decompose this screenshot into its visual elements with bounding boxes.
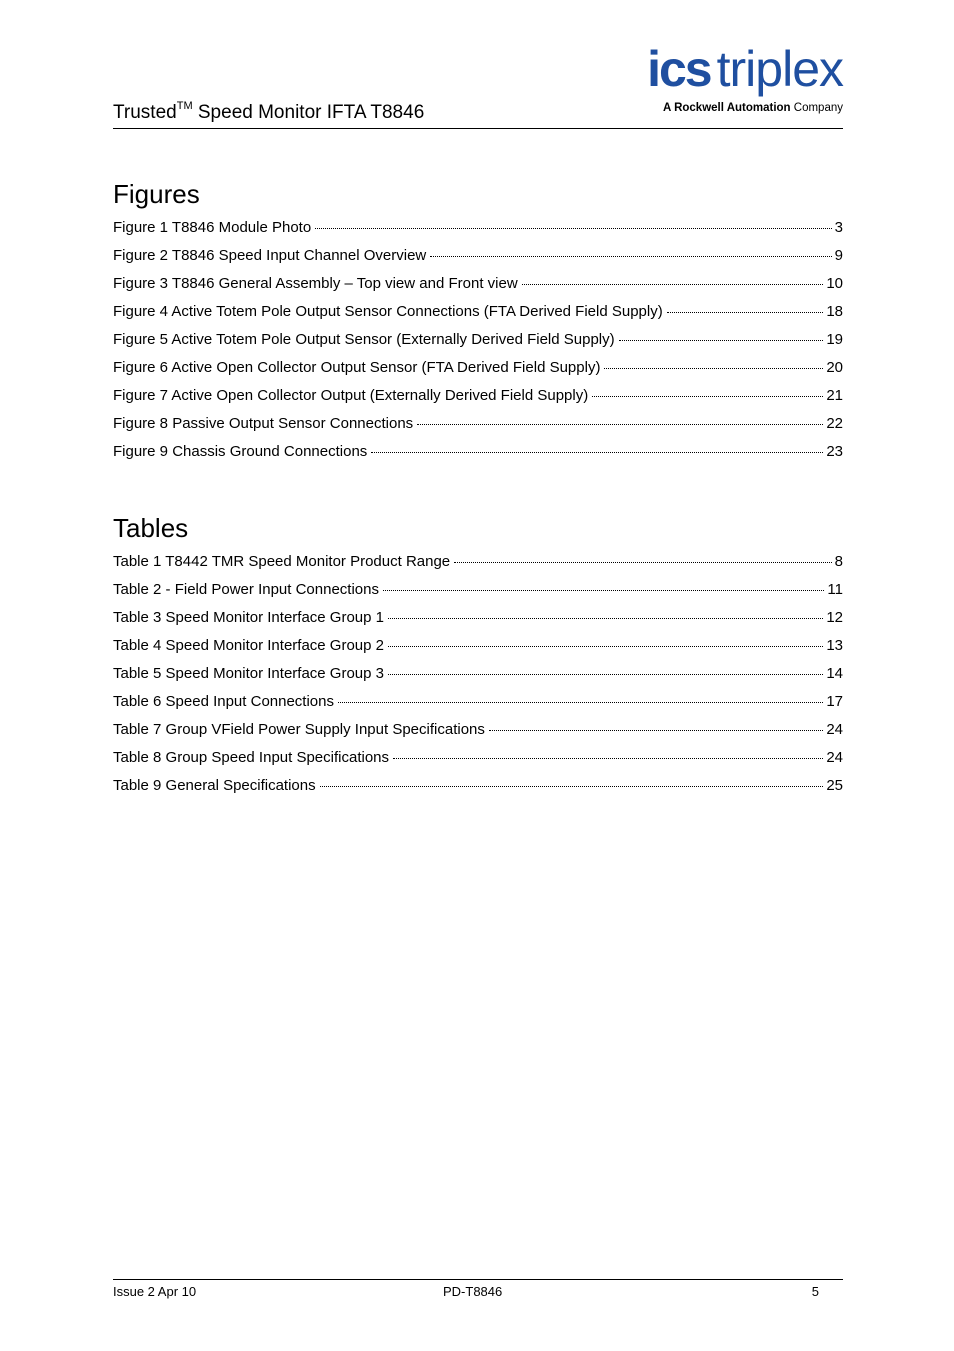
tables-section — [113, 513, 843, 805]
toc-entry[interactable] — [113, 609, 843, 637]
footer-doc-id: PD-T8846 — [443, 1284, 503, 1299]
trademark-superscript: TM — [176, 100, 193, 112]
toc-entry-page: 10 — [826, 275, 843, 292]
logo-sub-brand: Rockwell Automation — [674, 102, 791, 114]
toc-entry[interactable] — [113, 637, 843, 665]
figures-heading: Figures — [113, 179, 200, 209]
title-prefix: Trusted — [113, 102, 177, 123]
toc-entry[interactable] — [113, 387, 843, 415]
toc-dot-leader — [393, 758, 823, 759]
toc-entry[interactable] — [113, 553, 843, 581]
toc-entry-label: Figure 8 Passive Output Sensor Connections — [113, 415, 414, 432]
toc-entry[interactable] — [113, 415, 843, 443]
toc-entry[interactable] — [113, 693, 843, 721]
toc-entry-label: Table 4 Speed Monitor Interface Group 2 — [113, 637, 384, 654]
tables-heading: Tables — [113, 513, 189, 543]
toc-entry[interactable] — [113, 331, 843, 359]
ics-triplex-logo — [611, 42, 843, 115]
toc-dot-leader — [320, 786, 824, 787]
toc-entry-page: 25 — [826, 777, 843, 794]
toc-entry[interactable] — [113, 359, 843, 387]
toc-dot-leader — [338, 702, 823, 703]
toc-entry-label: Figure 5 Active Totem Pole Output Sensor (Externally Derived Field Supply) — [113, 331, 615, 348]
toc-entry-page: 8 — [834, 553, 843, 570]
toc-entry[interactable] — [113, 247, 843, 275]
toc-entry-label: Figure 4 Active Totem Pole Output Sensor Connections (FTA Derived Field Supply) — [113, 303, 663, 320]
toc-dot-leader — [388, 674, 823, 675]
title-suffix: Speed Monitor IFTA T8846 — [192, 102, 425, 123]
toc-dot-leader — [592, 396, 823, 397]
toc-entry-label: Table 6 Speed Input Connections — [113, 693, 334, 710]
logo-tagline — [611, 101, 843, 115]
toc-dot-leader — [489, 730, 823, 731]
logo-sub-a: A — [663, 102, 675, 114]
toc-entry[interactable] — [113, 443, 843, 471]
toc-entry-page: 23 — [826, 443, 843, 460]
toc-dot-leader — [388, 646, 823, 647]
toc-entry-page: 9 — [834, 247, 843, 264]
toc-entry[interactable] — [113, 219, 843, 247]
toc-entry-label: Table 7 Group VField Power Supply Input Specifications — [113, 721, 485, 738]
toc-entry-page: 12 — [826, 609, 843, 626]
footer-issue: Issue 2 Apr 10 — [113, 1284, 197, 1299]
toc-entry-page: 11 — [827, 581, 843, 598]
toc-entry-page: 3 — [834, 219, 843, 236]
toc-entry-label: Figure 9 Chassis Ground Connections — [113, 443, 368, 460]
document-title — [113, 102, 424, 124]
toc-dot-leader — [417, 424, 823, 425]
toc-entry-page: 14 — [826, 665, 843, 682]
toc-dot-leader — [454, 562, 832, 563]
page-footer — [113, 1279, 843, 1299]
toc-dot-leader — [667, 312, 824, 313]
page-header — [113, 40, 843, 129]
toc-entry[interactable] — [113, 665, 843, 693]
footer-page-number: 5 — [811, 1284, 819, 1299]
toc-entry-page: 18 — [826, 303, 843, 320]
toc-entry-label: Figure 1 T8846 Module Photo — [113, 219, 312, 236]
logo-triplex: triplex — [716, 41, 843, 97]
toc-entry[interactable] — [113, 721, 843, 749]
toc-entry-label: Figure 6 Active Open Collector Output Sensor (FTA Derived Field Supply) — [113, 359, 601, 376]
toc-entry[interactable] — [113, 303, 843, 331]
toc-entry[interactable] — [113, 275, 843, 303]
toc-entry-label: Figure 7 Active Open Collector Output (Externally Derived Field Supply) — [113, 387, 589, 404]
toc-entry-label: Table 3 Speed Monitor Interface Group 1 — [113, 609, 384, 626]
toc-dot-leader — [430, 256, 831, 257]
logo-wordmark — [611, 42, 843, 96]
toc-entry[interactable] — [113, 749, 843, 777]
tables-list — [113, 553, 843, 805]
logo-sub-company: Company — [790, 102, 843, 114]
toc-entry-label: Table 8 Group Speed Input Specifications — [113, 749, 390, 766]
toc-dot-leader — [315, 228, 831, 229]
toc-entry[interactable] — [113, 777, 843, 805]
toc-entry-page: 19 — [826, 331, 843, 348]
toc-dot-leader — [388, 618, 823, 619]
toc-entry-page: 17 — [826, 693, 843, 710]
figures-section — [113, 179, 843, 471]
toc-entry-label: Table 2 - Field Power Input Connections — [113, 581, 379, 598]
toc-entry-label: Table 1 T8442 TMR Speed Monitor Product Range — [113, 553, 451, 570]
toc-entry-page: 21 — [826, 387, 843, 404]
toc-entry-page: 22 — [826, 415, 843, 432]
toc-entry-page: 24 — [826, 749, 843, 766]
figures-list — [113, 219, 843, 471]
toc-entry-label: Table 9 General Specifications — [113, 777, 316, 794]
toc-dot-leader — [604, 368, 823, 369]
toc-entry-label: Figure 3 T8846 General Assembly – Top view and Front view — [113, 275, 518, 292]
toc-entry-label: Figure 2 T8846 Speed Input Channel Overview — [113, 247, 427, 264]
toc-entry-page: 13 — [826, 637, 843, 654]
toc-dot-leader — [522, 284, 824, 285]
toc-entry-label: Table 5 Speed Monitor Interface Group 3 — [113, 665, 384, 682]
toc-dot-leader — [619, 340, 824, 341]
logo-ics: ics — [647, 41, 711, 97]
toc-entry[interactable] — [113, 581, 843, 609]
toc-dot-leader — [371, 452, 823, 453]
toc-entry-page: 24 — [826, 721, 843, 738]
toc-entry-page: 20 — [826, 359, 843, 376]
toc-dot-leader — [383, 590, 824, 591]
